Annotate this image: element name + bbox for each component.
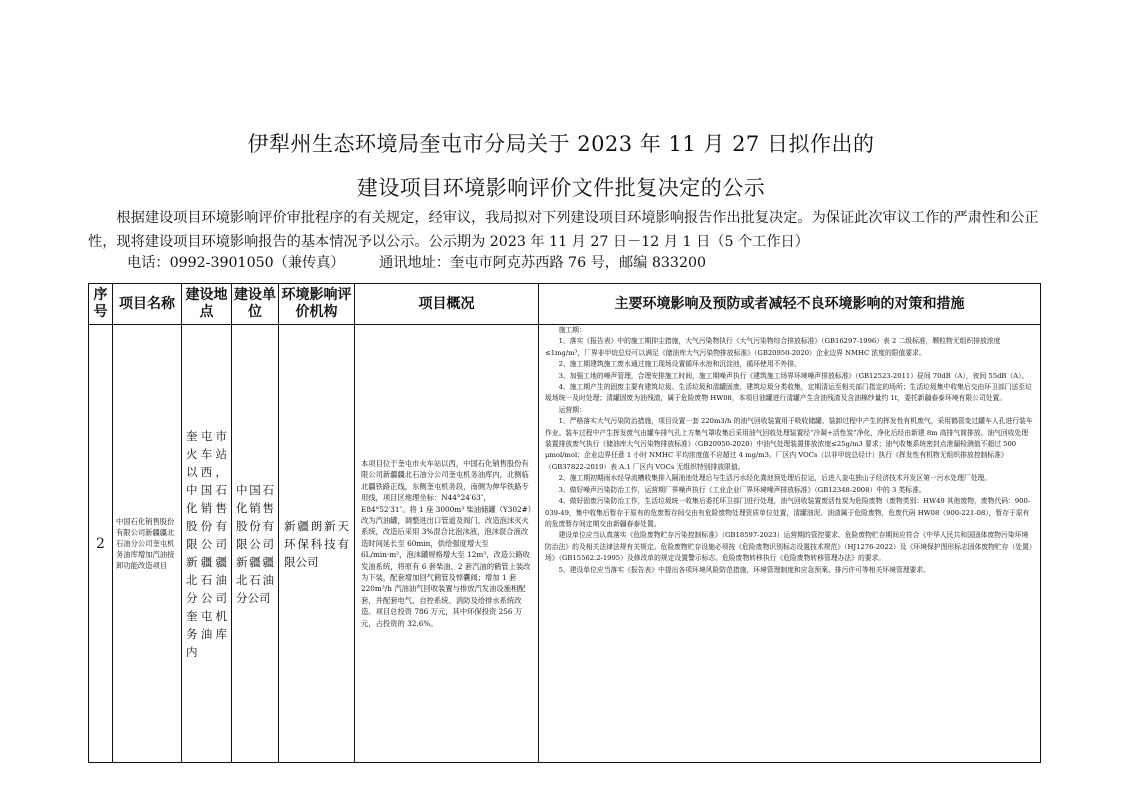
cell-unit: 中国石化销售股份有限公司新疆疆北石油分公司 xyxy=(232,325,279,763)
table-row xyxy=(89,325,1041,763)
contact-address: 通讯地址：奎屯市阿克苏西路 76 号，邮编 833200 xyxy=(379,255,707,271)
measures-para: 建设单位应当认真落实《危险废物贮存污染控制标准》（GB18597-2023）运营期的管控要求、危险废物贮存期间应符合《中华人民共和国固体废物污染环境防治法》的及相关法律法规有关规定。危险废物贮存设施必须按《危险废物识别标志设置技术规范》（HJ1276-2022）及《环境保护图形标志固体废物贮存（处置）场》（GB15562.2-1995）及修改单的规定设置警示标志。危险废物转移执行《危险废物转移管理办法》的要求。 xyxy=(545,531,1033,563)
header-overview: 项目概况 xyxy=(355,284,539,325)
measures-para: 3、做好噪声污染防治工作，运营期厂界噪声执行《工业企业厂界环境噪声排放标准》（GB12348-2008）中的 3 类标准。 xyxy=(558,485,926,494)
measures-para: 2、施工期建筑施工废水通过施工现场设置循环水池和沉淀池，循环使用不外排。 xyxy=(558,360,801,369)
intro-text: 根据建设项目环境影响评价审批程序的有关规定，经审议，我局拟对下列建设项目环境影响报告作出批复决定。为保证此次审议工作的严肃性和公正性，现将建设项目环境影响报告的基本情况予以公示。公示期为 2023 年 11 月 27 日－12 月 1 日（5 个工作日） xyxy=(88,210,1039,250)
cell-overview: 本项目位于奎屯市火车站以西，中国石化销售股份有限公司新疆疆北石油分公司奎屯机务油库内，北侧临北疆铁路正线，东侧奎屯机务段，南侧为伸华铁路专用线，项目区地理坐标：N44°24′63″，E84°52′31″。将 1 座 3000m³ 柴油储罐（Y302#）改为汽油罐，调整进出口管道及阀门，改造泡沫灭火系统，改造后采用 3%混合比泡沫液，泡沫混合液改造时间延长至 60min，供给强度增大至 6L/min·m²，泡沫罐规格增大至 12m³，改造公路收发油系统，将原有 6 套柴油、2 套汽油的鹤管上装改为下装，配套增加回气鹤管及悼囊阀；增加 1 套220m³/h 汽油油气回收装置与排放汽发油设施相配套，并配套电气、自控系统、消防及给排水系统改造。项目总投资 786 万元，其中环保投资 256 万元，占投资的 32.6%。 xyxy=(355,325,539,763)
cell-measures xyxy=(539,325,1041,763)
page-title-line1: 伊犁州生态环境局奎屯市分局关于 2023 年 11 月 27 日拟作出的 xyxy=(247,132,875,156)
measures-para: 1、落实《报告表》中的施工期抑尘措施，大气污染物执行《大气污染物综合排放标准》（GB16297-1996）表 2 二级标准，颗粒物无组织排放浓度≤1mg/m³，厂界非甲烷总烃可以满足《储油库大气污染物排放标准》（GB20950-2020）企业边界 NMHC 浓度的限值要求。 xyxy=(545,337,1001,357)
measures-para: 4、施工期产生的固废主要有建筑垃圾、生活垃圾和清罐固废，建筑垃圾分类收集，定期清运至相关部门指定的场所；生活垃圾集中收集后交由环卫部门送至垃圾场统一及时处理；清罐固废为油残渣，属于危险废物 HW08，本项目油罐进行清罐产生含油残渣及含油棉纱量约 1t，委托新疆春泰环境有限公司处置。 xyxy=(545,383,1032,403)
measures-para: 5、建设单位应当落实《报告表》中提出各项环境风险防范措施，环境管理制度和应急预案、排污许可等相关环境管理要求。 xyxy=(558,565,930,574)
header-measures: 主要环境影响及预防或者减轻不良环境影响的对策和措施 xyxy=(539,284,1041,325)
header-location: 建设地点 xyxy=(182,284,232,325)
header-agency: 环境影响评价机构 xyxy=(279,284,355,325)
measures-para: 3、加强工地的噪声管理，合理安排施工时间，施工期噪声执行《建筑施工场界环境噪声排放标准》（GB12523-2011）昼间 70dB（A），夜间 55dB（A）。 xyxy=(558,371,1029,380)
project-table xyxy=(88,283,1041,763)
header-unit: 建设单位 xyxy=(232,284,279,325)
cell-location: 奎屯市火车站以西，中国石化销售股份有限公司新疆疆北石油分公司奎屯机务油库内 xyxy=(182,325,232,763)
cell-name: 中国石化销售股份有限公司新疆疆北石油分公司奎屯机务油库增加汽油接卸功能改造项目 xyxy=(113,325,182,763)
cell-agency: 新疆朗新天环保科技有限公司 xyxy=(279,325,355,763)
measures-para: 2、施工期初期雨水经导流槽收集排入隔油池处理后与生活污水经化粪池预处理后拉运，后进入奎屯独山子经济技术开发区第一污水处理厂处理。 xyxy=(558,474,992,483)
measures-para: 运营期： xyxy=(558,405,586,414)
table-header-row xyxy=(89,284,1041,325)
contact-line xyxy=(127,252,736,272)
measures-para: 4、做好固废污染防治工作，生活垃圾统一收集后委托环卫部门进行处理，油气回收装置废活性炭为危险废物（废物类别：HW49 其他废物，废物代码：900-039-49，集中收集后暂存于原有的危废暂存间交由有危险废物处理资质单位处置，清罐油泥、油渣属于危险废物，危废代码 HW08（900-221-08），暂存于原有的危废暂存间定期交由新疆春泰处置。 xyxy=(545,497,1031,528)
intro-paragraph xyxy=(88,206,1040,254)
measures-para: 施工期： xyxy=(558,326,586,334)
page-title-line2: 建设项目环境影响评价文件批复决定的公示 xyxy=(356,176,766,200)
header-name: 项目名称 xyxy=(113,284,182,325)
header-no: 序号 xyxy=(89,284,113,325)
contact-phone: 电话：0992-3901050（兼传真） xyxy=(127,255,345,271)
measures-para: 1、严格落实大气污染防治措施，项目设置一套 220m3/h 的油气回收装置用于吸收储罐、装卸过程中产生的挥发性有机废气，采用鹤管变过罐车人孔进行装车作业。装车过程中产生挥发废气由罐车排气孔上方集气罩收集后采用油气回收处理装置经“冷凝+活性炭”净化，净化后经由新建 8m 高排气筒排放。油气回收处理装置排放废气执行《储油库大气污染物排放标准》（GB20950-2020）中油气处理装置排放浓度≤25g/m3 要求；油气收集系统密封点泄漏检测值不超过 500 μmol/mol；企业边界任意 1 小时 NMHC 平均浓度值不应超过 4 mg/m3。厂区内 VOCs（以非甲烷总烃计）执行《挥发性有机物无组织排放控制标准》（GB37822-2019）表 A.1 厂区内 VOCs 无组织特别排放限值。 xyxy=(545,417,1033,471)
cell-no: 2 xyxy=(89,325,113,763)
